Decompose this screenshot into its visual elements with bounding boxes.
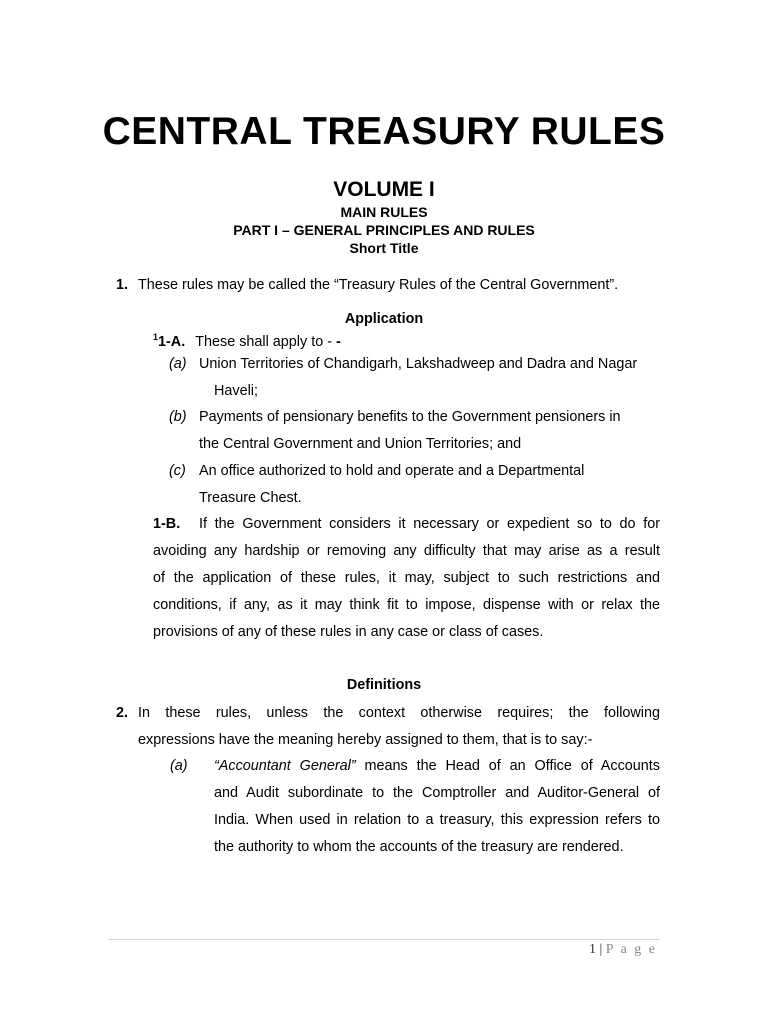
application-item-line: Payments of pensionary benefits to the Government pensioners in <box>199 409 621 425</box>
footer-separator: | <box>595 942 606 957</box>
rule-1a-number: 1-A. <box>158 334 186 350</box>
rule-1b-line: If the Government considers it necessary or expedient so to do for <box>199 516 660 532</box>
document-title: CENTRAL TREASURY RULES <box>102 110 666 153</box>
page-label: P a g e <box>605 942 657 957</box>
main-rules-heading: MAIN RULES <box>340 204 428 220</box>
application-item-line: Treasure Chest. <box>199 490 302 506</box>
rule-1-text: These rules may be called the “Treasury Rules of the Central Government”. <box>138 277 619 293</box>
rule-1b-number: 1-B. <box>153 516 181 532</box>
footnote-marker: 1 <box>153 332 159 342</box>
application-item-line: Haveli; <box>214 383 258 399</box>
page-number: 1 <box>588 942 596 957</box>
definitions-heading: Definitions <box>346 677 422 693</box>
application-item-label: (b) <box>169 409 187 425</box>
rule-2-number: 2. <box>116 705 129 721</box>
rule-1b-line: avoiding any hardship or removing any difficulty that may arise as a result <box>153 543 660 559</box>
definition-item-line: and Audit subordinate to the Comptroller and Auditor-General of <box>214 785 660 801</box>
footer-divider <box>108 939 660 940</box>
page-footer <box>589 942 657 958</box>
rule-2-line: In these rules, unless the context otherwise requires; the following <box>138 705 660 721</box>
definition-item-line: “Accountant General” means the Head of an Office of Accounts <box>214 758 660 774</box>
definition-item-label: (a) <box>170 758 188 774</box>
application-item-line: the Central Government and Union Territories; and <box>199 436 522 452</box>
rule-1a-text: These shall apply to - <box>195 334 336 350</box>
short-title-heading: Short Title <box>349 240 419 256</box>
application-item-line: An office authorized to hold and operate and a Departmental <box>199 463 585 479</box>
rule-2-line: expressions have the meaning hereby assigned to them, that is to say:- <box>138 732 593 748</box>
rule-1b-line: conditions, if any, as it may think fit to impose, dispense with or relax the <box>153 597 660 613</box>
application-item-line: Union Territories of Chandigarh, Lakshadweep and Dadra and Nagar <box>199 356 638 372</box>
volume-heading: VOLUME I <box>333 178 435 201</box>
rule-1b-line: provisions of any of these rules in any case or class of cases. <box>153 624 544 640</box>
rule-1-number: 1. <box>116 277 129 293</box>
rule-1b-line: of the application of these rules, it may, subject to such restrictions and <box>153 570 660 586</box>
definition-term: “Accountant General” <box>214 758 356 774</box>
rule-1a <box>153 328 341 352</box>
rule-1a-dash: - <box>335 334 341 350</box>
part-heading: PART I – GENERAL PRINCIPLES AND RULES <box>233 222 535 238</box>
definition-item-line: the authority to whom the accounts of the treasury are rendered. <box>214 839 624 855</box>
application-item-label: (c) <box>169 463 186 479</box>
definition-item-line: India. When used in relation to a treasury, this expression refers to <box>214 812 660 828</box>
application-item-label: (a) <box>169 356 187 372</box>
application-heading: Application <box>344 311 424 327</box>
